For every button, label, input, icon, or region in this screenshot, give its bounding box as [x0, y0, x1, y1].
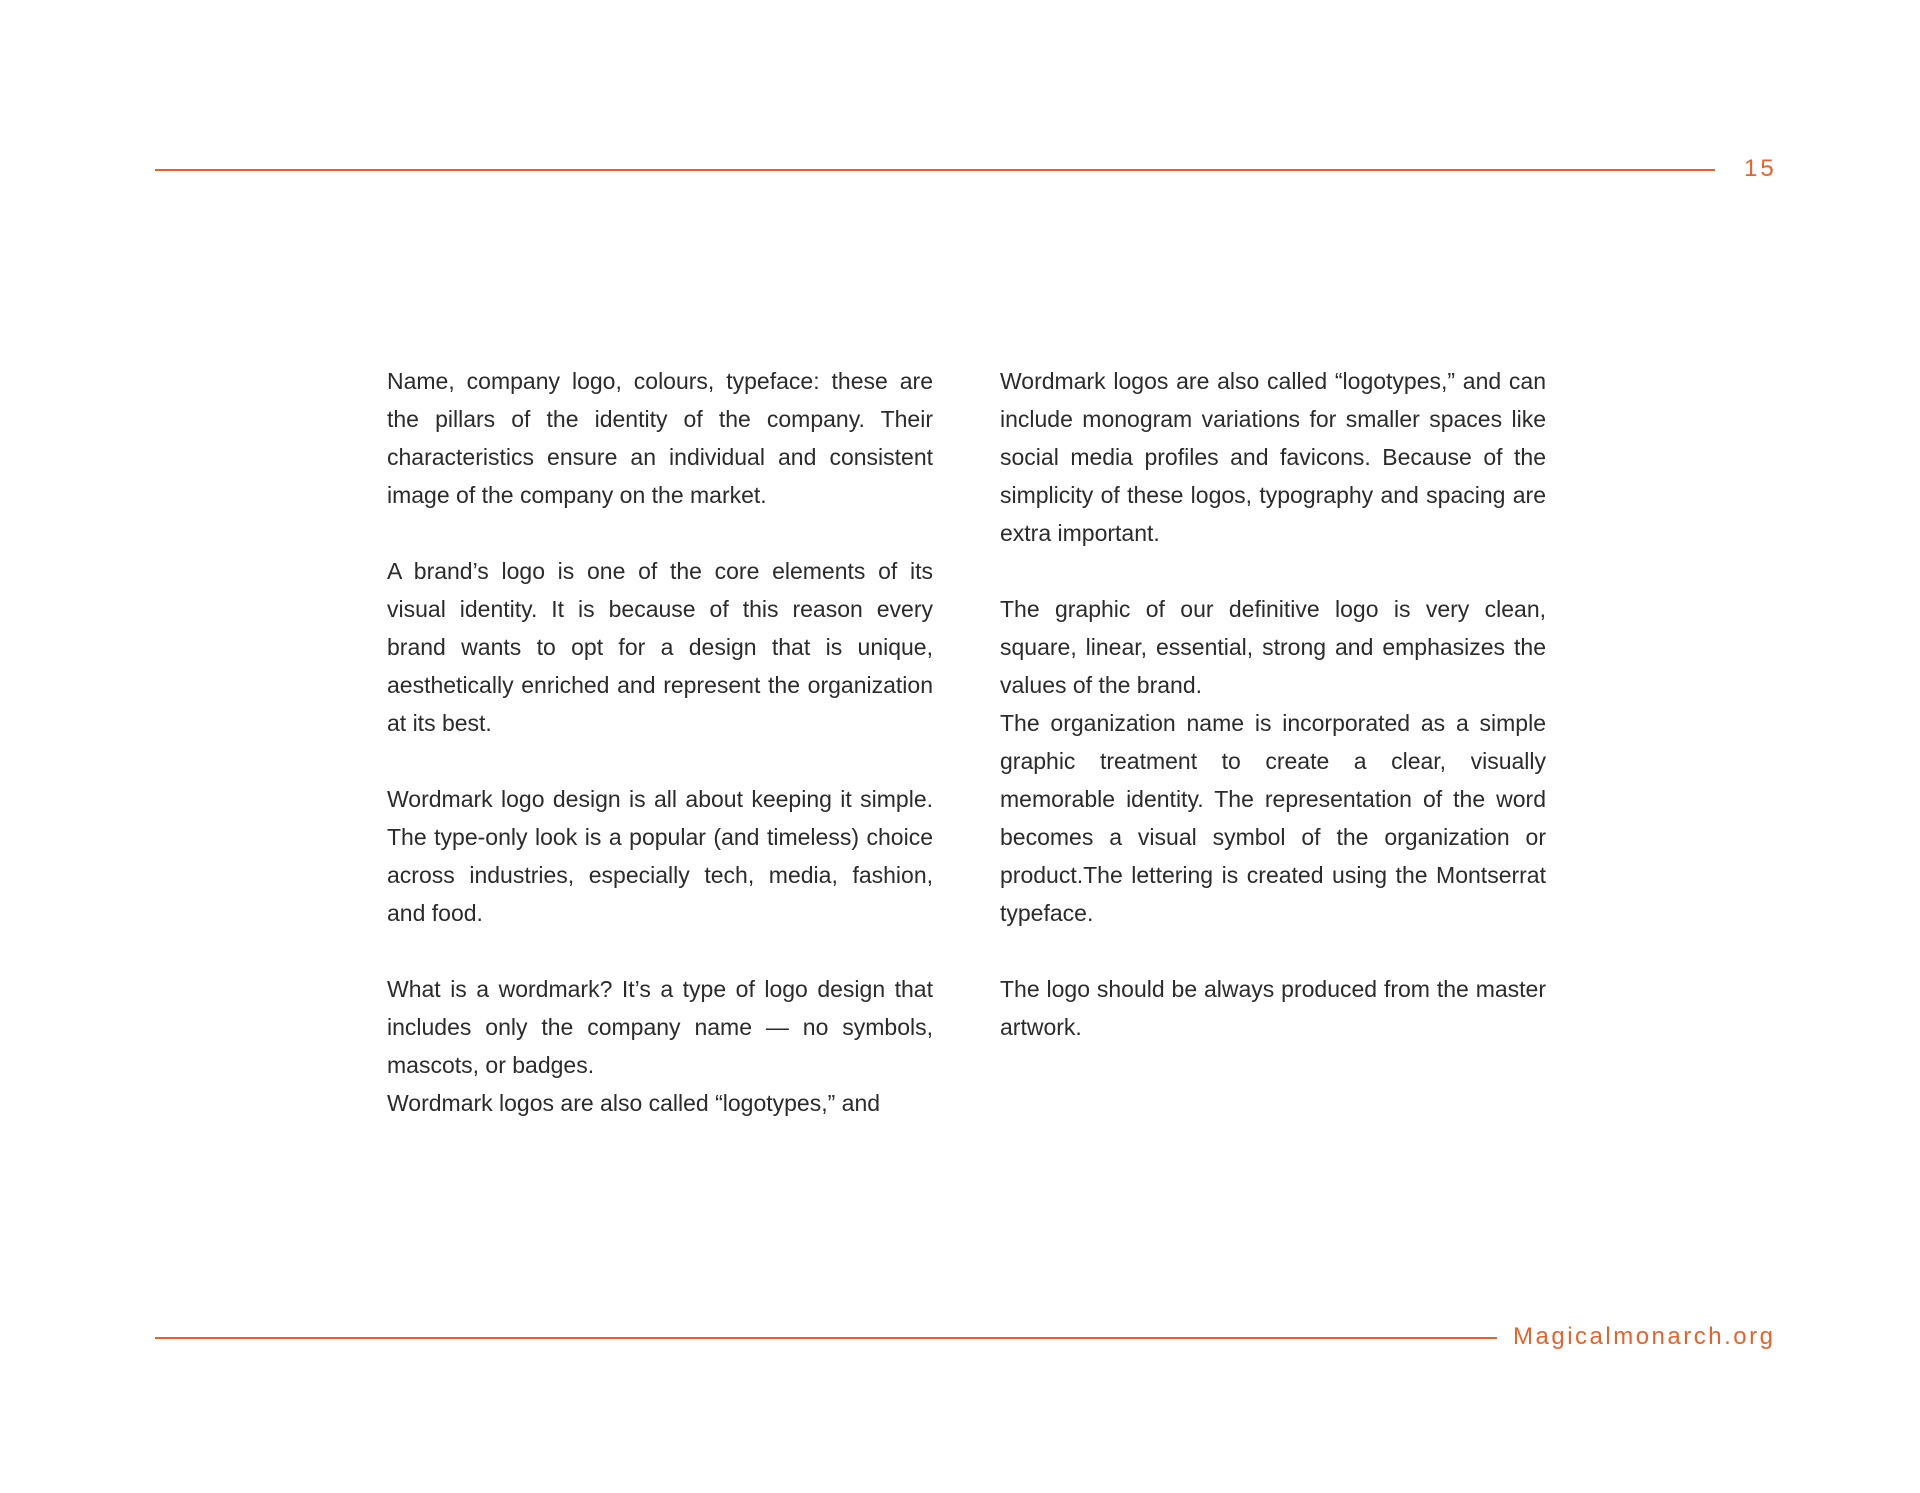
left-paragraph-wordmark-design: Wordmark logo design is all about keeping it simple. The type-only look is a popular (and timeless) choice across industries, especially tech, media, fashion, and food. — [387, 786, 933, 926]
right-paragraph-organization-name: The organization name is incorporated as a simple graphic treatment to create a clear, visually memorable identity. The representation of the word becomes a visual symbol of the organization or product.The lettering is created using the Montserrat typeface. — [1000, 710, 1546, 926]
header-divider — [155, 169, 1715, 171]
left-paragraph-logotypes: Wordmark logos are also called “logotypes,” and — [387, 1090, 881, 1116]
right-paragraph-definitive-logo: The graphic of our definitive logo is very clean, square, linear, essential, strong and emphasizes the values of the brand. — [1000, 596, 1546, 698]
page-number: 15 — [1744, 155, 1777, 182]
right-paragraph-logotypes: Wordmark logos are also called “logotypes,” and can include monogram variations for smaller spaces like social media profiles and favicons. Because of the simplicity of these logos, typography and spacing are extra important. — [1000, 368, 1546, 546]
footer-site-url: Magicalmonarch.org — [1513, 1323, 1776, 1350]
left-text-column — [387, 362, 933, 1122]
left-paragraph-brand-logo: A brand’s logo is one of the core elements of its visual identity. It is because of this reason every brand wants to opt for a design that is unique, aesthetically enriched and represent the organization at its best. — [387, 558, 933, 736]
left-paragraph-what-is-wordmark: What is a wordmark? It’s a type of logo design that includes only the company name — no symbols, mascots, or badges. — [387, 976, 933, 1078]
footer-divider — [155, 1337, 1497, 1339]
right-paragraph-master-artwork: The logo should be always produced from the master artwork. — [1000, 976, 1546, 1040]
left-paragraph-identity-pillars: Name, company logo, colours, typeface: these are the pillars of the identity of the company. Their characteristics ensure an individual and consistent image of the company on the market. — [387, 368, 933, 508]
right-text-column — [1000, 362, 1546, 1046]
